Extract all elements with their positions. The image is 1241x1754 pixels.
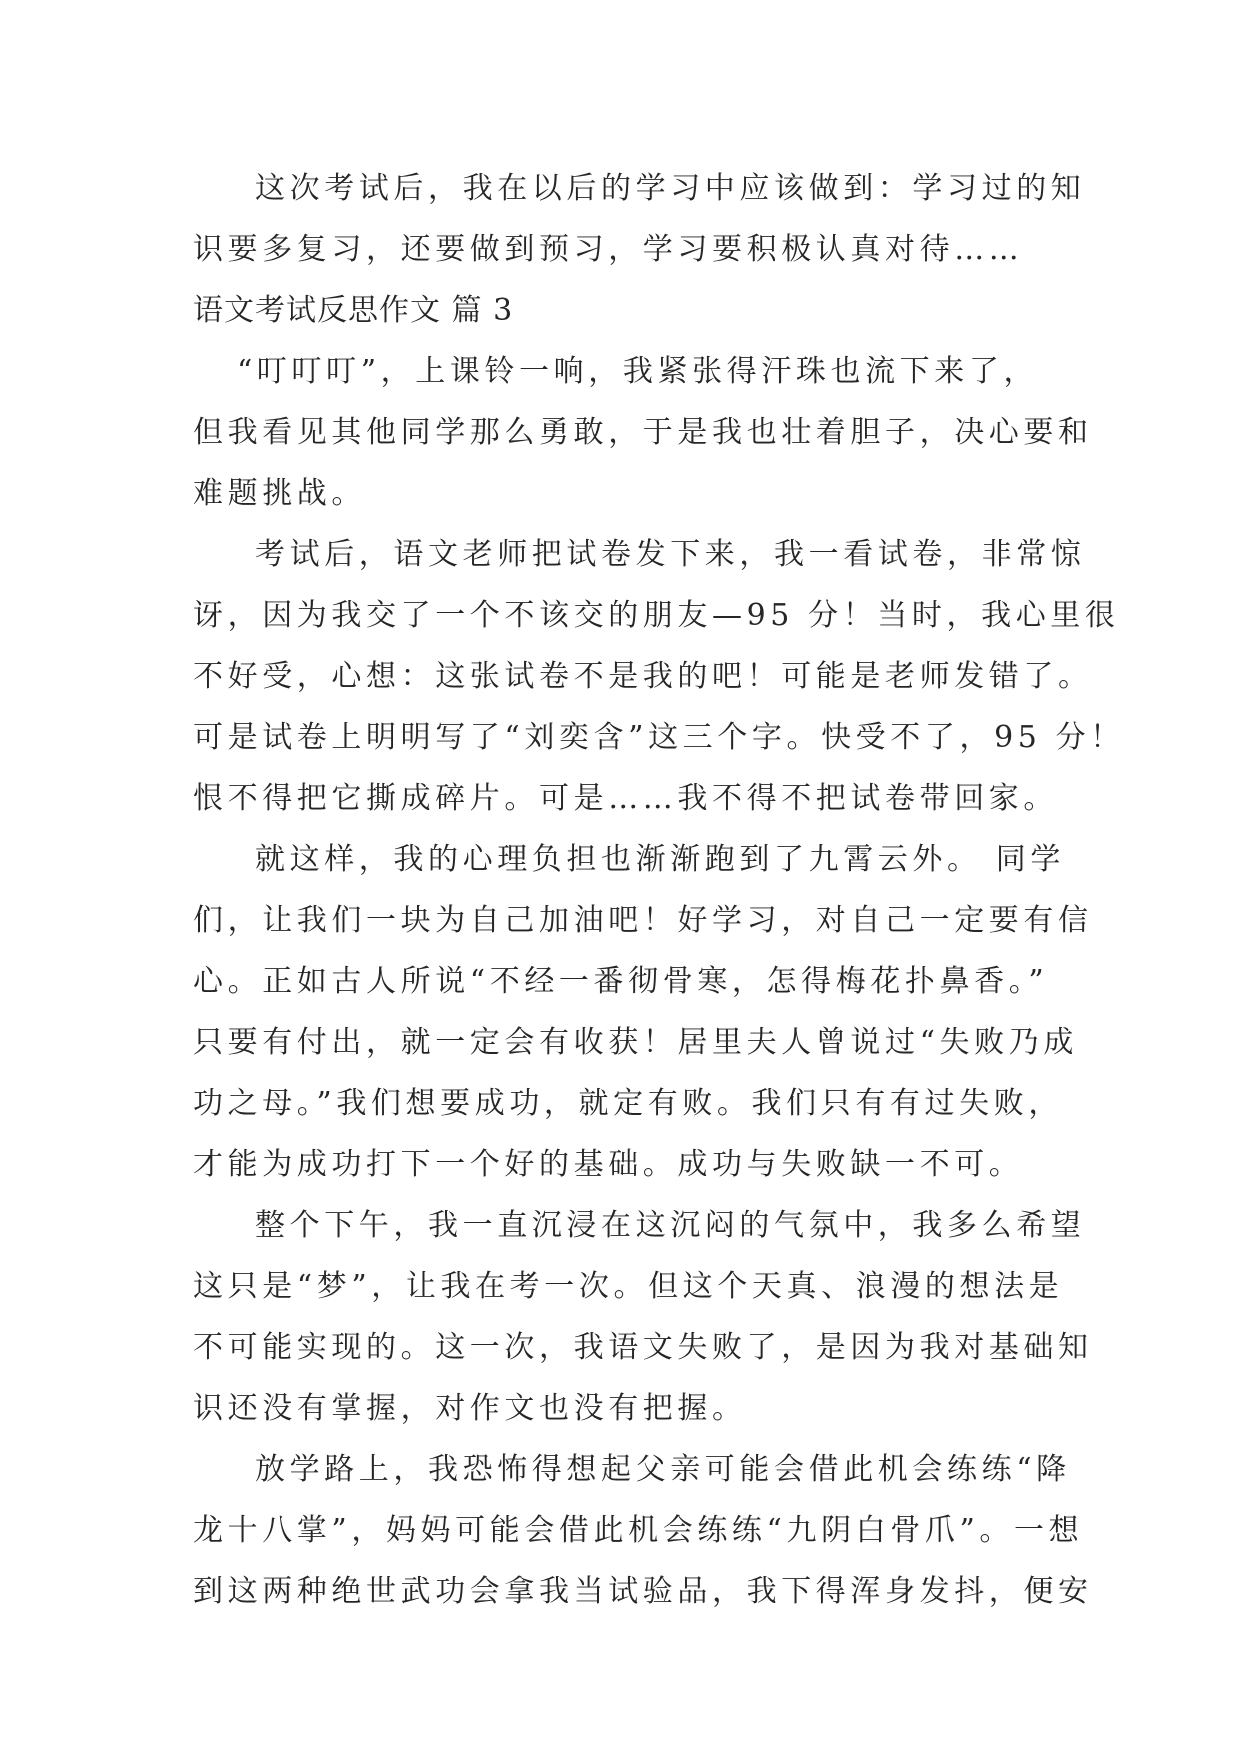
paragraph-line: 就这样，我的心理负担也渐渐跑到了九霄云外。 同学 xyxy=(255,842,1065,877)
paragraph-line: 不可能实现的。这一次，我语文失败了，是因为我对基础知 xyxy=(193,1330,1093,1365)
paragraph-line: 难题挑战。 xyxy=(193,476,366,511)
paragraph-line: 功之母。”我们想要成功，就定有败。我们只有有过失败， xyxy=(193,1086,1063,1121)
paragraph-line: 识要多复习，还要做到预习，学习要积极认真对待…… xyxy=(193,232,1024,267)
paragraph-line: 整个下午，我一直沉浸在这沉闷的气氛中，我多么希望 xyxy=(255,1208,1086,1243)
paragraph-line: 放学路上，我恐怖得想起父亲可能会借此机会练练“降 xyxy=(255,1452,1071,1487)
paragraph-line: 讶，因为我交了一个不该交的朋友—95 分！当时，我心里很 xyxy=(193,598,1120,633)
paragraph-line: 们，让我们一块为自己加油吧！好学习，对自己一定要有信 xyxy=(193,903,1093,938)
paragraph-line: 但我看见其他同学那么勇敢，于是我也壮着胆子，决心要和 xyxy=(193,415,1093,450)
paragraph-line: 恨不得把它撕成碎片。可是……我不得不把试卷带回家。 xyxy=(193,781,1058,816)
paragraph-line: 这只是“梦”，让我在考一次。但这个天真、浪漫的想法是 xyxy=(193,1269,1064,1304)
paragraph-line: 考试后，语文老师把试卷发下来，我一看试卷，非常惊 xyxy=(255,537,1086,572)
paragraph-line: 心。正如古人所说“不经一番彻骨寒，怎得梅花扑鼻香。” xyxy=(193,964,1049,999)
section-heading: 语文考试反思作文 篇 3 xyxy=(193,293,514,328)
essay-body xyxy=(193,158,1125,1622)
paragraph-line: 只要有付出，就一定会有收获！居里夫人曾说过“失败乃成 xyxy=(193,1025,1078,1060)
paragraph-line: 识还没有掌握，对作文也没有把握。 xyxy=(193,1391,747,1426)
paragraph-line: “叮叮叮”，上课铃一响，我紧张得汗珠也流下来了， xyxy=(237,354,1039,389)
paragraph-line: 不好受，心想：这张试卷不是我的吧！可能是老师发错了。 xyxy=(193,659,1093,694)
paragraph-line: 可是试卷上明明写了“刘奕含”这三个字。快受不了，95 分！ xyxy=(193,720,1125,755)
paragraph-line: 龙十八掌”，妈妈可能会借此机会练练“九阴白骨爪”。一想 xyxy=(193,1513,1084,1548)
paragraph-line: 才能为成功打下一个好的基础。成功与失败缺一不可。 xyxy=(193,1147,1024,1182)
paragraph-line: 到这两种绝世武功会拿我当试验品，我下得浑身发抖，便安 xyxy=(193,1574,1093,1609)
paragraph-line: 这次考试后，我在以后的学习中应该做到：学习过的知 xyxy=(255,171,1086,206)
